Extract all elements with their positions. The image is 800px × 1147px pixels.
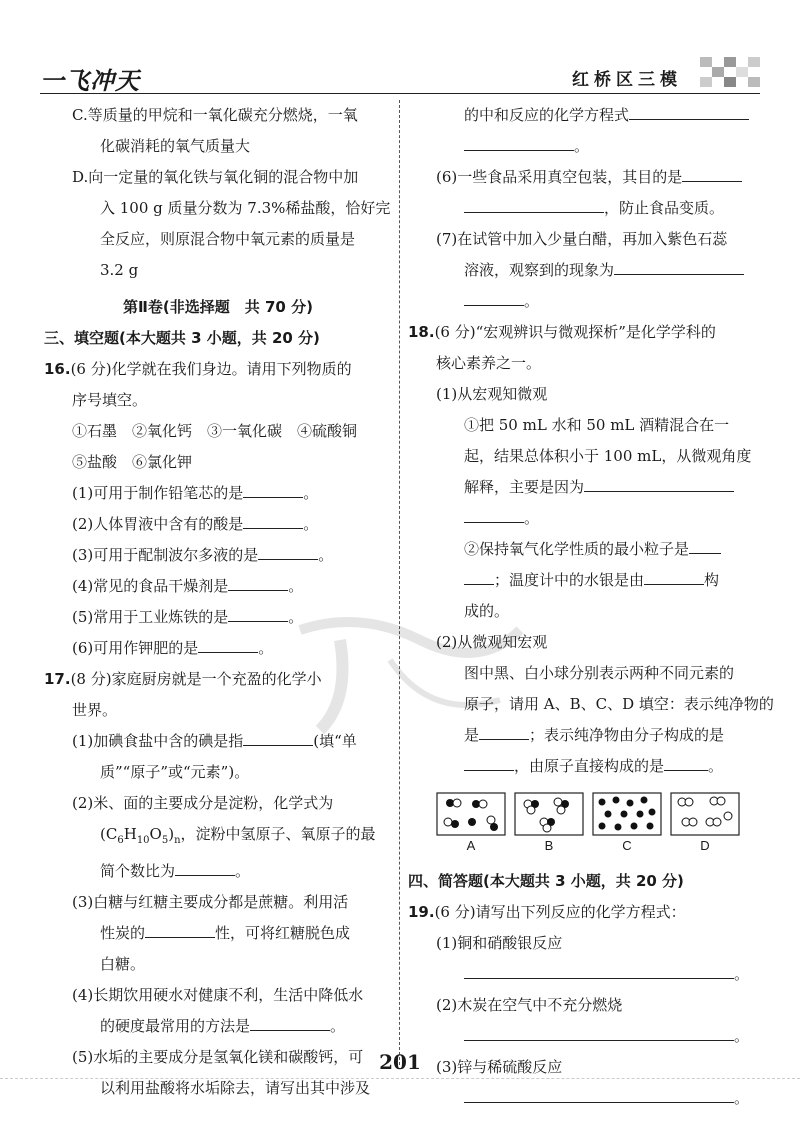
answer-blank[interactable] [464, 505, 524, 523]
answer-blank[interactable] [644, 567, 704, 585]
formula-sub: 10 [136, 835, 150, 846]
option-c-line2: 化碳消耗的氧气质量大 [100, 137, 251, 155]
option-c-line1: C.等质量的甲烷和一氧化碳充分燃烧，一氧 [72, 106, 358, 124]
brand-logo: 一飞冲天 [40, 67, 140, 95]
particle-box-icon [436, 792, 506, 836]
answer-blank[interactable] [479, 722, 529, 740]
q18-2-text: 是 [464, 726, 480, 744]
formula-sub: 5 [161, 835, 169, 846]
q18-2-end: 。 [708, 757, 724, 775]
column-divider [399, 100, 400, 1065]
q18-number: 18. [408, 323, 435, 341]
q17-5-end: 。 [574, 137, 590, 155]
q18-text: (6 分)“宏观辨识与微观探析”是化学学科的 [434, 323, 716, 341]
q17-7-end: 。 [524, 292, 540, 310]
q17-3-line3: 白糖。 [100, 955, 146, 973]
answer-blank[interactable] [175, 858, 235, 876]
q18-1a-line4 [408, 503, 754, 534]
formula-sub: 6 [117, 835, 124, 846]
diagram-b [514, 792, 584, 864]
q17-text: (8 分)家庭厨房就是一个充盈的化学小 [70, 670, 322, 688]
q16-item-2 [44, 509, 392, 540]
option-d-line3: 全反应，则原混合物中氧元素的质量是 [100, 230, 356, 248]
q16-item-2-end: 。 [303, 515, 319, 533]
q17-stem-2: 世界。 [72, 701, 118, 719]
section3-title: 三、填空题(本大题共 3 小题，共 20 分) [44, 329, 320, 347]
q16-number: 16. [44, 360, 71, 378]
q16-stem [44, 354, 392, 385]
q17-2-line1: (2)米、面的主要成分是淀粉，化学式为 [72, 794, 334, 812]
q16-stem-2: 序号填空。 [72, 391, 148, 409]
q16-item-4 [44, 571, 392, 602]
q18-stem [408, 317, 754, 348]
q18-1b-text: ②保持氧气化学性质的最小粒子是 [464, 540, 690, 558]
formula-part: O [149, 825, 162, 843]
q19-item-3: (3)锌与稀硫酸反应 [436, 1058, 563, 1076]
q16-item-2-text: (2)人体胃液中含有的酸是 [72, 515, 244, 533]
particle-box-icon [592, 792, 662, 836]
header-rule [40, 93, 760, 94]
q17-1-text: (1)加碘食盐中含的碘是指 [72, 732, 244, 750]
q18-2-mid: ；表示纯净物由分子构成的是 [529, 726, 725, 744]
option-d-line4: 3.2 g [100, 261, 139, 279]
q18-2-line1: 图中黑、白小球分别表示两种不同元素的 [464, 664, 735, 682]
q18-1a-line3 [408, 472, 754, 503]
answer-blank[interactable] [464, 961, 734, 979]
formula-text: ，淀粉中氢原子、氧原子的最 [180, 825, 376, 843]
q16-options-2: ⑤盐酸 ⑥氯化钾 [72, 453, 193, 471]
formula-part: ) [168, 825, 175, 843]
diagram-c-label: C [622, 838, 632, 853]
q17-stem [44, 664, 392, 695]
q17-7-line1: (7)在试管中加入少量白醋，再加入紫色石蕊 [436, 230, 728, 248]
answer-blank[interactable] [464, 567, 494, 585]
q18-2-mid2: ，由原子直接构成的是 [514, 757, 665, 775]
diagram-d-label: D [700, 838, 710, 853]
q16-item-1-text: (1)可用于制作铅笔芯的是 [72, 484, 244, 502]
section4-title: 四、简答题(本大题共 3 小题，共 20 分) [408, 872, 684, 890]
q16-item-3 [44, 540, 392, 571]
q18-1a-end: 。 [524, 509, 540, 527]
q18-2-line2: 原子，请用 A、B、C、D 填空：表示纯净物的 [464, 695, 774, 713]
q18-1a-line1: ①把 50 mL 水和 50 mL 酒精混合在一 [464, 416, 730, 434]
q17-7-text: 溶液，观察到的现象为 [464, 261, 615, 279]
q17-7-line3 [408, 286, 754, 317]
part2-title: 第Ⅱ卷(非选择题 共 70 分) [123, 298, 313, 316]
checker-decoration-icon [692, 55, 760, 91]
q19-item-2-end: 。 [734, 1027, 750, 1045]
q17-1-line2: 质”“原子”或“元素”)。 [100, 763, 250, 781]
particle-box-icon [514, 792, 584, 836]
q17-2-text: 简个数比为 [100, 862, 176, 880]
q17-2-end: 。 [235, 862, 251, 880]
diagram-d [670, 792, 740, 864]
q17-5-line3 [408, 100, 754, 131]
formula-part: H [123, 825, 137, 843]
q18-1a-line2: 起，结果总体积小于 100 mL，从微观角度 [464, 447, 752, 465]
q19-number: 19. [408, 903, 435, 921]
answer-blank[interactable] [145, 920, 215, 938]
answer-blank[interactable] [228, 573, 288, 591]
q17-3-end: 性，可将红糖脱色成 [215, 924, 351, 942]
q18-1a-text: 解释，主要是因为 [464, 478, 585, 496]
q16-item-6 [44, 633, 392, 664]
q17-4-end: 。 [330, 1017, 346, 1035]
answer-blank[interactable] [584, 474, 734, 492]
right-column [408, 100, 774, 1114]
answer-blank[interactable] [682, 164, 742, 182]
option-d-line1: D.向一定量的氧化铁与氧化铜的混合物中加 [72, 168, 359, 186]
q17-6-end: ，防止食品变质。 [604, 199, 725, 217]
particle-box-icon [670, 792, 740, 836]
exam-title: 红桥区三模 [572, 70, 682, 90]
q16-item-5-end: 。 [288, 608, 304, 626]
answer-blank[interactable] [243, 511, 303, 529]
particle-diagrams [408, 792, 754, 864]
q17-4-line2 [44, 1011, 392, 1042]
q18-1-title: (1)从宏观知微观 [436, 385, 548, 403]
answer-blank[interactable] [464, 1085, 734, 1103]
q16-item-4-end: 。 [288, 577, 304, 595]
q19-item-3-end: 。 [734, 1089, 750, 1107]
q17-6-line1 [408, 162, 754, 193]
q16-options-1: ①石墨 ②氧化钙 ③一氧化碳 ④硫酸铜 [72, 422, 358, 440]
q19-item-2: (2)木炭在空气中不充分燃烧 [436, 996, 623, 1014]
answer-blank[interactable] [258, 542, 318, 560]
q17-5-line2: 以利用盐酸将水垢除去，请写出其中涉及 [100, 1079, 371, 1097]
answer-blank[interactable] [614, 257, 744, 275]
q18-stem-2: 核心素养之一。 [436, 354, 542, 372]
q17-2-formula-line [44, 819, 392, 856]
q17-5-line4 [408, 131, 754, 162]
q17-number: 17. [44, 670, 71, 688]
diagram-c [592, 792, 662, 864]
q17-3-text: 性炭的 [100, 924, 146, 942]
formula-part: (C [100, 825, 118, 843]
q16-item-5 [44, 602, 392, 633]
q16-item-3-end: 。 [318, 546, 334, 564]
q16-item-6-end: 。 [258, 639, 274, 657]
answer-blank[interactable] [464, 288, 524, 306]
q18-1b-line2 [408, 565, 754, 596]
left-column [44, 100, 392, 1104]
q17-4-text: 的硬度最常用的方法是 [100, 1017, 251, 1035]
q17-5-text: 的中和反应的化学方程式 [464, 106, 630, 124]
diagram-a [436, 792, 506, 864]
q16-item-5-text: (5)常用于工业炼铁的是 [72, 608, 229, 626]
q17-6-text: (6)一些食品采用真空包装，其目的是 [436, 168, 683, 186]
q16-item-4-text: (4)常见的食品干燥剂是 [72, 577, 229, 595]
q19-item-1: (1)铜和硝酸银反应 [436, 934, 563, 952]
q17-6-line2 [408, 193, 754, 224]
answer-blank[interactable] [689, 536, 721, 554]
answer-blank[interactable] [198, 635, 258, 653]
q16-text: (6 分)化学就在我们身边。请用下列物质的 [70, 360, 352, 378]
answer-blank[interactable] [464, 1023, 734, 1041]
q17-7-line2 [408, 255, 754, 286]
q19-item-1-answer [408, 959, 754, 990]
footer-rule [0, 1078, 800, 1080]
q17-3-line1: (3)白糖与红糖主要成分都是蔗糖。利用活 [72, 893, 349, 911]
q16-item-1-end: 。 [303, 484, 319, 502]
q17-2-line3 [44, 856, 392, 887]
answer-blank[interactable] [664, 753, 708, 771]
answer-blank[interactable] [250, 1013, 330, 1031]
page-header [40, 55, 760, 95]
option-d-line2: 入 100 g 质量分数为 7.3%稀盐酸，恰好完 [100, 199, 391, 217]
formula-sub: n [174, 835, 181, 846]
q16-item-1 [44, 478, 392, 509]
q17-3-line2 [44, 918, 392, 949]
diagram-a-label: A [466, 838, 476, 853]
q18-1b-mid: ；温度计中的水银是由 [494, 571, 645, 589]
q17-4-line1: (4)长期饮用硬水对健康不利，生活中降低水 [72, 986, 364, 1004]
q17-1-line1 [44, 726, 392, 757]
answer-blank[interactable] [243, 728, 313, 746]
q18-2-line4 [408, 751, 754, 782]
q19-item-2-answer [408, 1021, 754, 1052]
q16-item-6-text: (6)可用作钾肥的是 [72, 639, 199, 657]
q17-1-end: (填“单 [313, 732, 357, 750]
page-number: 201 [379, 1050, 421, 1074]
diagram-b-label: B [544, 838, 554, 853]
answer-blank[interactable] [464, 753, 514, 771]
q19-item-1-end: 。 [734, 965, 750, 983]
q17-5-line1: (5)水垢的主要成分是氢氧化镁和碳酸钙，可 [72, 1048, 364, 1066]
q18-1b-line3: 成的。 [464, 602, 510, 620]
q16-item-3-text: (3)可用于配制波尔多液的是 [72, 546, 259, 564]
answer-blank[interactable] [228, 604, 288, 622]
q18-2-title: (2)从微观知宏观 [436, 633, 548, 651]
answer-blank[interactable] [464, 195, 604, 213]
q18-2-line3 [408, 720, 754, 751]
q19-item-3-answer [408, 1083, 754, 1114]
q18-1b-end: 构 [704, 571, 720, 589]
q19-text: (6 分)请写出下列反应的化学方程式： [434, 903, 686, 921]
q18-1b-line1 [408, 534, 754, 565]
q19-stem [408, 897, 754, 928]
answer-blank[interactable] [629, 102, 749, 120]
answer-blank[interactable] [243, 480, 303, 498]
answer-blank[interactable] [464, 133, 574, 151]
